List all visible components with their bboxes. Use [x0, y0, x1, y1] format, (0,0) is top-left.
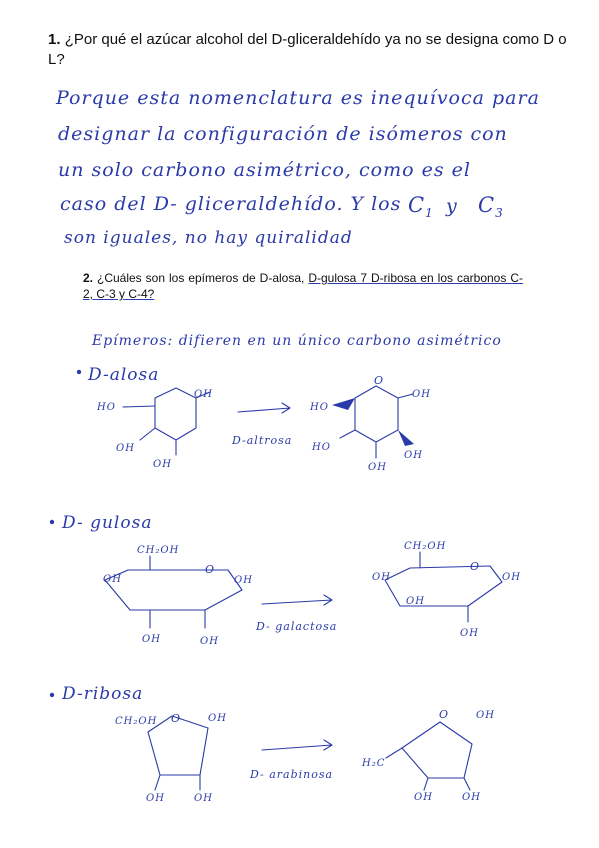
answer-2-intro: Epímeros: difieren en un único carbono asimétrico	[92, 333, 502, 349]
section-title: D- gulosa	[62, 513, 153, 533]
reaction-arrow-icon	[262, 740, 332, 750]
bond	[398, 394, 413, 398]
label-oh-right: OH	[412, 389, 431, 400]
ring	[402, 722, 472, 778]
label-oh-bottom: OH	[368, 462, 387, 473]
label-oh-bottom-2: OH	[194, 793, 213, 804]
ring	[385, 566, 502, 606]
label-oh-right: OH	[502, 572, 521, 583]
arrow-label: D- galactosa	[256, 620, 338, 633]
label-oh-bottom: OH	[460, 628, 479, 639]
bond	[150, 610, 205, 628]
section-d-gulosa	[50, 513, 521, 647]
answer-1-y: y	[446, 195, 458, 217]
answer-1-line-2: designar la configuración de isómeros con	[58, 123, 508, 145]
question-1-text: ¿Por qué el azúcar alcohol del D-gliceraldehído ya no se designa como D o L?	[48, 31, 567, 68]
answer-1	[55, 87, 540, 248]
label-ho-1: HO	[310, 402, 329, 413]
arrow-label: D-altrosa	[232, 434, 293, 447]
section-title: D-alosa	[88, 365, 160, 385]
label-oh-left: OH	[103, 574, 122, 585]
answer-1-c3: $C_3$	[478, 193, 504, 220]
label-ch2oh: CH₂OH	[404, 541, 447, 552]
ring-o: O	[205, 563, 216, 576]
reaction-arrow-icon	[238, 403, 290, 413]
section-title: D-ribosa	[62, 684, 144, 704]
arrow-label: D- arabinosa	[250, 768, 334, 781]
bullet-icon	[77, 370, 81, 374]
answer-1-c1: $C_1$	[408, 193, 434, 220]
galactosa-structure	[372, 541, 521, 639]
ring-o: O	[470, 560, 481, 573]
label-oh-bottom-1: OH	[414, 792, 433, 803]
label-oh-top: OH	[194, 389, 213, 400]
label-oh-left-2: OH	[406, 596, 425, 607]
label-oh-bottom-2: OH	[200, 636, 219, 647]
question-1-number: 1.	[48, 31, 61, 48]
ribosa-structure	[115, 712, 227, 804]
ring-o: O	[374, 374, 385, 387]
reaction-arrow-icon	[262, 595, 332, 605]
question-2-number: 2.	[83, 271, 94, 285]
label-oh-bottom-right: OH	[404, 450, 423, 461]
label-oh-right: OH	[476, 710, 495, 721]
label-ch2oh: CH₂OH	[137, 545, 180, 556]
wedge-bond	[398, 430, 414, 446]
bond	[155, 775, 200, 790]
bond	[386, 748, 402, 758]
label-ho: HO	[97, 402, 116, 413]
ring	[105, 570, 242, 610]
label-ch2oh: CH₂OH	[115, 716, 158, 727]
label-oh-bottom-left: OH	[116, 443, 135, 454]
ring	[155, 388, 196, 440]
section-d-ribosa	[50, 684, 495, 804]
ring-o: O	[439, 708, 450, 721]
bullet-icon	[50, 693, 54, 697]
bond	[123, 406, 155, 407]
ring	[355, 386, 398, 442]
alosa-structure	[96, 388, 213, 470]
wedge-bond	[332, 398, 355, 410]
bullet-icon	[50, 520, 54, 524]
label-oh-bottom-1: OH	[146, 793, 165, 804]
label-oh-right: OH	[234, 575, 253, 586]
altrosa-structure	[309, 374, 431, 473]
gulosa-structure	[103, 545, 253, 647]
arabinosa-structure	[361, 708, 495, 803]
label-oh-right: OH	[208, 713, 227, 724]
label-oh-bottom-2: OH	[462, 792, 481, 803]
bond	[340, 430, 355, 438]
bond	[424, 778, 470, 790]
section-d-alosa	[77, 365, 431, 473]
answer-1-line-1: Porque esta nomenclatura es inequívoca para	[56, 87, 540, 109]
ring-o: O	[171, 712, 182, 725]
bond	[140, 428, 155, 440]
label-oh-left-1: OH	[372, 572, 391, 583]
answer-1-line-3: un solo carbono asimétrico, como es el	[58, 159, 471, 181]
label-h2c: H₂C	[362, 758, 386, 769]
answer-1-line-4: caso del D- gliceraldehído. Y los	[60, 193, 402, 215]
answer-1-line-5: son iguales, no hay quiralidad	[64, 228, 353, 248]
label-oh-bottom-1: OH	[142, 634, 161, 645]
question-2-text: ¿Cuáles son los epímeros de D-alosa,	[97, 271, 305, 285]
question-2-text-underlined: D-gulosa 7 D-ribosa en los carbonos C-2, C-3 y C-4?	[83, 271, 523, 301]
label-ho-2: HO	[312, 442, 331, 453]
label-oh-bottom: OH	[153, 459, 172, 470]
